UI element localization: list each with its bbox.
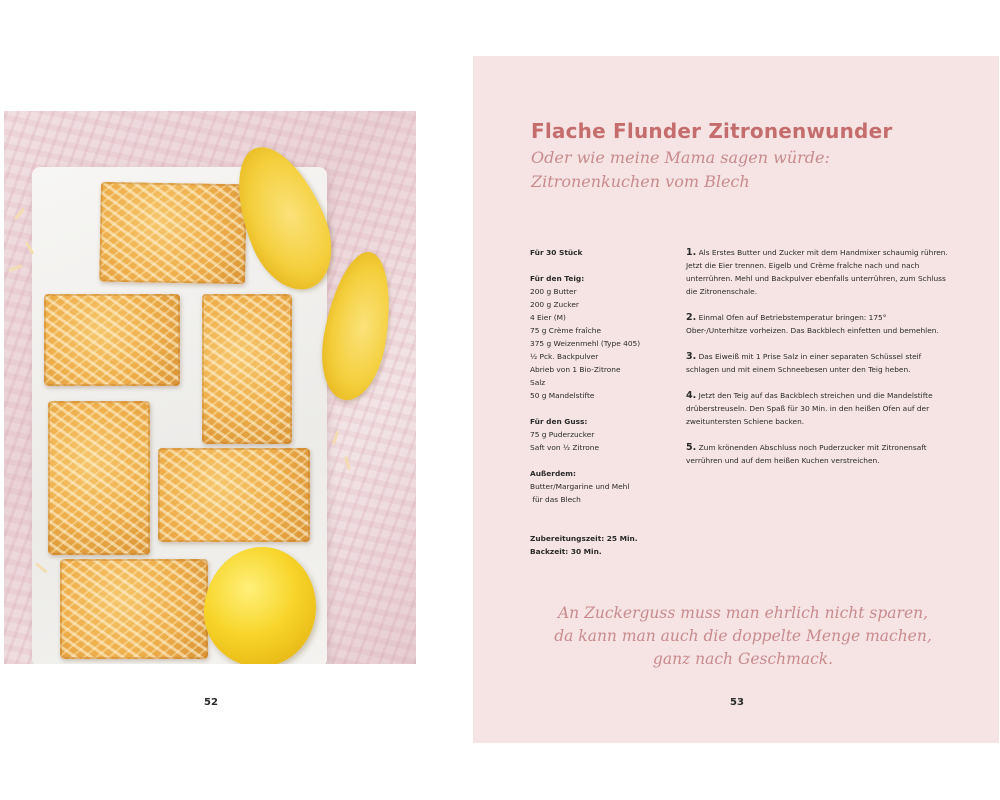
instruction-step [686,311,948,337]
step-text: Zum krönenden Abschluss noch Puderzucker mit Zitronensaft verrühren und auf dem heißen Kuchen verstreichen. [686,443,927,465]
instruction-step [686,246,948,298]
recipe-title: Flache Flunder Zitronenwunder [531,119,893,143]
whole-lemon [204,547,316,664]
cake-piece [158,448,310,542]
ingredient-item: ½ Pck. Backpulver [530,352,599,361]
ingredient-item: 75 g Crème fraîche [530,326,601,335]
dough-heading: Für den Teig: [530,274,585,283]
almond-sliver [8,264,22,272]
extra-heading: Außerdem: [530,469,576,478]
tip-line: ganz nach Geschmack. [652,650,834,668]
step-text: Das Eiweiß mit 1 Prise Salz in einer separaten Schüssel steif schlagen und mit einem Schneebesen unter den Teig heben. [686,352,922,374]
handwritten-tip [513,602,973,671]
step-number: 2. [686,312,697,323]
step-text: Jetzt den Teig auf das Backblech streichen und die Mandelstifte drüberstreuseln. Den Spaß für 30 Min. in den heißen Ofen auf der zweituntersten Schiene backen. [686,391,933,426]
cake-piece [99,182,247,285]
page-number-left: 52 [204,697,218,708]
ingredient-item: Abrieb von 1 Bio-Zitrone [530,365,621,374]
recipe-page [473,56,999,743]
cake-piece [44,294,180,386]
step-number: 4. [686,390,697,401]
cake-piece [48,401,150,555]
subtitle-line: Oder wie meine Mama sagen würde: [531,148,830,167]
ingredient-item: Butter/Margarine und Mehl [530,482,630,491]
step-text: Als Erstes Butter und Zucker mit dem Handmixer schaumig rühren. Jetzt die Eier trennen. Eigelb und Crème fraîche nach und nach unterrühren. Mehl und Backpulver ebenfalls unterrühren, zum Schluss die Zitronenschale. [686,248,948,296]
step-number: 3. [686,351,697,362]
ingredient-item: 75 g Puderzucker [530,430,595,439]
ingredients-list [530,246,670,558]
prep-time: Zubereitungszeit: 25 Min. [530,534,638,543]
bake-time: Backzeit: 30 Min. [530,547,602,556]
ingredient-item: 4 Eier (M) [530,313,566,322]
ingredient-item: 200 g Butter [530,287,577,296]
instruction-step [686,350,948,376]
ingredient-item: 200 g Zucker [530,300,579,309]
recipe-photo [4,111,416,664]
instruction-step [686,389,948,428]
ingredient-item: Salz [530,378,546,387]
subtitle-line: Zitronenkuchen vom Blech [531,172,750,191]
step-text: Einmal Ofen auf Betriebstemperatur bringen: 175° Ober-/Unterhitze vorheizen. Das Backblech einfetten und bemehlen. [686,313,939,335]
cake-piece [60,559,208,659]
tip-line: An Zuckerguss muss man ehrlich nicht sparen, [557,604,929,622]
page-number-right: 53 [730,697,744,708]
ingredient-item: für das Blech [530,495,581,504]
tip-line: da kann man auch die doppelte Menge machen, [554,627,932,645]
ingredient-item: 50 g Mandelstifte [530,391,595,400]
instructions [686,246,948,480]
cake-piece [202,294,292,444]
yield-label: Für 30 Stück [530,248,583,257]
instruction-step [686,441,948,467]
step-number: 1. [686,247,697,258]
ingredient-item: 375 g Weizenmehl (Type 405) [530,339,641,348]
almond-sliver [344,456,351,470]
glaze-heading: Für den Guss: [530,417,588,426]
almond-sliver [14,208,25,221]
almond-sliver [332,431,340,445]
step-number: 5. [686,442,697,453]
ingredient-item: Saft von ½ Zitrone [530,443,600,452]
recipe-subtitle [531,146,861,194]
